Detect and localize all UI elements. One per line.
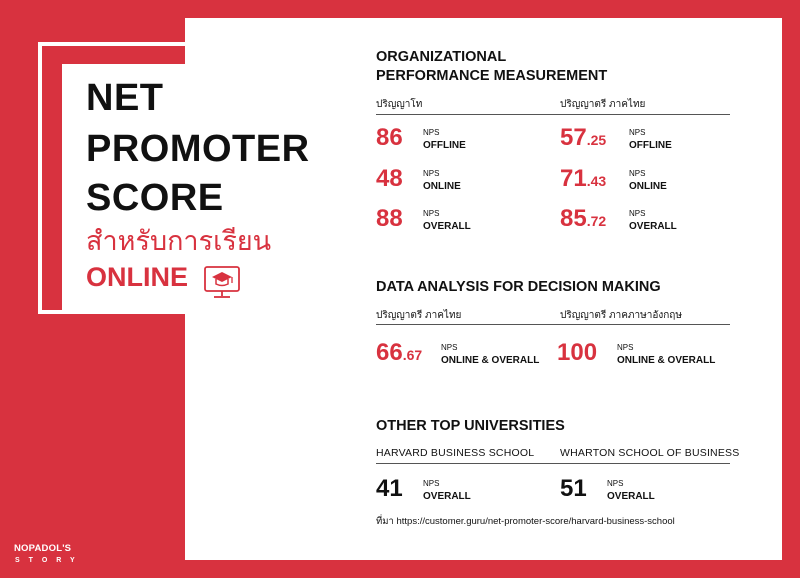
data-thai-value: 66.67 bbox=[376, 339, 423, 366]
data-english-value: 100 bbox=[557, 339, 598, 366]
harvard-label: HARVARD BUSINESS SCHOOL bbox=[376, 447, 535, 459]
org-right-column-label: ปริญญาตรี ภาคไทย bbox=[560, 99, 646, 110]
org-masters-online-label: NPS ONLINE bbox=[423, 169, 461, 192]
logo-line-1: NOPADOL'S bbox=[14, 543, 72, 554]
org-bachelor-overall-label: NPS OVERALL bbox=[629, 209, 677, 232]
org-masters-overall-label: NPS OVERALL bbox=[423, 209, 471, 232]
brand-logo bbox=[14, 544, 84, 564]
other-divider bbox=[376, 463, 730, 464]
harvard-value: 41 bbox=[376, 475, 403, 502]
data-divider bbox=[376, 324, 730, 325]
data-thai-label: NPS ONLINE & OVERALL bbox=[441, 343, 540, 366]
data-left-column-label: ปริญญาตรี ภาคไทย bbox=[376, 310, 462, 321]
org-bachelor-overall-value: 85.72 bbox=[560, 205, 607, 232]
source-citation: ที่มา https://customer.guru/net-promoter-score/harvard-business-school bbox=[376, 516, 675, 527]
section-other-heading: OTHER TOP UNIVERSITIES bbox=[376, 418, 565, 434]
harvard-nps-label: NPS OVERALL bbox=[423, 479, 471, 502]
online-subtitle: ONLINE bbox=[86, 262, 189, 292]
org-bachelor-offline-value: 57.25 bbox=[560, 124, 607, 151]
data-right-column-label: ปริญญาตรี ภาคภาษาอังกฤษ bbox=[560, 310, 682, 321]
title-line-2: PROMOTER bbox=[86, 128, 310, 170]
org-bachelor-offline-label: NPS OFFLINE bbox=[629, 128, 672, 151]
org-left-column-label: ปริญญาโท bbox=[376, 99, 423, 110]
logo-line-2: STORY bbox=[15, 556, 84, 564]
section-org-heading-1: ORGANIZATIONAL bbox=[376, 49, 507, 65]
wharton-nps-label: NPS OVERALL bbox=[607, 479, 655, 502]
wharton-value: 51 bbox=[560, 475, 587, 502]
org-bachelor-online-label: NPS ONLINE bbox=[629, 169, 667, 192]
org-masters-online-value: 48 bbox=[376, 165, 403, 192]
section-data-heading: DATA ANALYSIS FOR DECISION MAKING bbox=[376, 279, 661, 295]
section-org-heading-2: PERFORMANCE MEASUREMENT bbox=[376, 68, 608, 84]
org-masters-overall-value: 88 bbox=[376, 205, 403, 232]
e-learning-icon bbox=[202, 262, 242, 302]
org-divider bbox=[376, 114, 730, 115]
data-english-label: NPS ONLINE & OVERALL bbox=[617, 343, 716, 366]
thai-subtitle: สำหรับการเรียน bbox=[86, 226, 272, 256]
org-masters-offline-value: 86 bbox=[376, 124, 403, 151]
org-bachelor-online-value: 71.43 bbox=[560, 165, 607, 192]
title-line-1: NET bbox=[86, 77, 164, 119]
wharton-label: WHARTON SCHOOL OF BUSINESS bbox=[560, 447, 740, 459]
title-line-3: SCORE bbox=[86, 177, 224, 219]
org-masters-offline-label: NPS OFFLINE bbox=[423, 128, 466, 151]
